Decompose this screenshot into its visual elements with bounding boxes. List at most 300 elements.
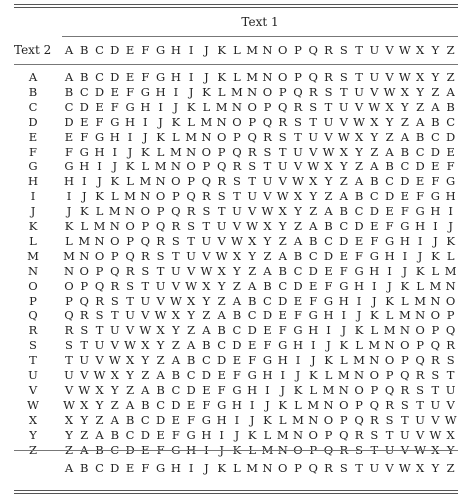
table-row	[62, 234, 458, 248]
table-cell: Z	[370, 144, 379, 159]
table-cell: R	[415, 368, 425, 382]
table-cell: G	[247, 368, 257, 382]
table-cell: X	[110, 368, 119, 382]
table-cell: M	[353, 353, 365, 368]
table-cell: T	[294, 129, 302, 144]
footer-header-cell: Q	[308, 461, 318, 475]
table-cell: Y	[263, 233, 272, 248]
table-cell: M	[383, 323, 396, 338]
table-cell: U	[216, 219, 227, 233]
table-cell: Y	[126, 368, 134, 382]
table-cell: F	[400, 204, 409, 219]
table-cell: V	[309, 144, 318, 159]
table-cell: D	[201, 368, 211, 382]
table-cell: I	[66, 189, 72, 204]
table-cell: U	[338, 99, 349, 114]
table-cell: E	[431, 159, 440, 174]
table-cell: V	[263, 189, 272, 204]
table-cell: O	[64, 278, 74, 293]
table-cell: E	[370, 219, 379, 233]
table-cell: G	[446, 174, 456, 189]
table-cell: W	[429, 427, 442, 442]
table-cell: D	[430, 144, 440, 159]
table-cell: T	[187, 233, 195, 248]
table-cell: Y	[187, 308, 195, 323]
table-cell: N	[216, 114, 227, 129]
table-cell: K	[125, 159, 135, 174]
table-cell: S	[110, 293, 119, 308]
table-cell: Z	[141, 368, 150, 382]
table-cell: B	[80, 70, 89, 84]
table-cell: Z	[217, 293, 226, 308]
table-cell: H	[63, 174, 75, 189]
table-cell: U	[186, 248, 196, 263]
table-cell: E	[309, 278, 318, 293]
column-header-cell: A	[64, 43, 74, 57]
table-cell: F	[355, 248, 364, 263]
table-cell: J	[234, 427, 240, 442]
table-cell: I	[143, 114, 148, 129]
table-cell: S	[416, 382, 425, 397]
table-cell: M	[231, 84, 243, 99]
table-cell: G	[232, 382, 242, 397]
table-cell: S	[324, 84, 333, 99]
table-cell: U	[155, 278, 166, 293]
table-cell: U	[262, 174, 273, 189]
table-cell: R	[79, 308, 89, 323]
table-cell: L	[431, 263, 440, 278]
table-cell: C	[95, 70, 104, 84]
table-cell: B	[247, 293, 257, 308]
column-header-cell: Y	[431, 43, 440, 57]
table-cell: S	[446, 353, 455, 368]
table-cell: L	[385, 308, 394, 323]
table-cell: Q	[125, 248, 135, 263]
table-cell: I	[158, 99, 163, 114]
table-cell: G	[64, 159, 74, 174]
row-header-cell: F	[29, 144, 37, 159]
table-cell: K	[400, 278, 410, 293]
table-cell: E	[232, 353, 242, 368]
table-cell: J	[448, 219, 453, 233]
table-cell: M	[292, 412, 304, 427]
table-cell: S	[126, 278, 134, 293]
table-cell: J	[402, 263, 408, 278]
footer-header-cell: F	[141, 461, 150, 475]
table-cell: T	[156, 263, 165, 278]
table-cell: S	[65, 338, 73, 353]
table-cell: B	[385, 159, 394, 174]
table-cell: Y	[248, 248, 256, 263]
table-cell: L	[355, 338, 363, 353]
table-cell: F	[110, 99, 119, 114]
table-cell: C	[415, 144, 425, 159]
table-cell: G	[430, 189, 440, 204]
table-cell: A	[110, 412, 119, 427]
table-cell: Q	[293, 84, 303, 99]
table-cell: W	[185, 278, 198, 293]
table-cell: I	[295, 353, 301, 368]
table-cell: C	[156, 397, 165, 412]
table-cell: V	[431, 412, 440, 427]
table-row	[62, 308, 458, 322]
table-cell: V	[64, 382, 74, 397]
table-cell: L	[156, 144, 165, 159]
table-cell: Q	[400, 368, 410, 382]
table-cell: W	[231, 233, 243, 248]
table-cell: Q	[308, 70, 318, 84]
table-cell: X	[80, 397, 89, 412]
table-cell: L	[172, 129, 180, 144]
table-cell: H	[445, 189, 456, 204]
table-cell: V	[202, 248, 211, 263]
top-rule-outer	[14, 4, 458, 5]
table-cell: E	[95, 99, 104, 114]
table-cell: H	[369, 263, 380, 278]
table-cell: X	[309, 174, 318, 189]
table-cell: E	[156, 427, 165, 442]
table-cell: O	[247, 99, 257, 114]
table-cell: F	[80, 129, 89, 144]
column-header-cell: I	[188, 43, 194, 57]
table-cell: V	[370, 84, 379, 99]
table-cell: D	[323, 248, 334, 263]
table-cell: U	[430, 397, 441, 412]
table-cell: T	[401, 412, 409, 427]
table-cell: T	[248, 174, 257, 189]
column-header-cell: S	[339, 43, 348, 57]
table-cell: K	[186, 99, 196, 114]
table-cell: Z	[309, 204, 318, 219]
table-cell: T	[339, 84, 348, 99]
table-cell: Z	[171, 338, 180, 353]
table-cell: D	[369, 204, 379, 219]
table-cell: P	[80, 278, 89, 293]
table-cell: U	[232, 204, 242, 219]
table-row	[62, 279, 458, 293]
table-cell: F	[278, 323, 287, 338]
table-cell: H	[201, 427, 212, 442]
table-cell: Z	[202, 308, 211, 323]
table-cell: J	[158, 114, 163, 129]
table-cell: Z	[293, 219, 302, 233]
table-cell: L	[309, 382, 318, 397]
table-cell: I	[387, 263, 392, 278]
table-cell: P	[416, 338, 424, 353]
table-cell: M	[185, 129, 198, 144]
table-cell: J	[341, 323, 347, 338]
table-cell: P	[355, 397, 363, 412]
table-cell: V	[415, 427, 425, 442]
table-cell: N	[231, 99, 242, 114]
table-cell: W	[215, 248, 228, 263]
table-cell: A	[354, 174, 364, 189]
table-cell: L	[294, 397, 302, 412]
table-cell: C	[430, 129, 440, 144]
table-cell: X	[171, 308, 180, 323]
table-cell: Y	[339, 159, 348, 174]
table-cell: D	[384, 189, 395, 204]
table-cell: A	[309, 219, 318, 233]
table-cell: H	[231, 397, 242, 412]
table-cell: Q	[110, 263, 120, 278]
table-cell: J	[326, 338, 331, 353]
table-cell: V	[95, 353, 104, 368]
table-cell: U	[354, 84, 364, 99]
table-cell: J	[97, 174, 102, 189]
table-cell: C	[232, 323, 242, 338]
table-cell: H	[430, 204, 441, 219]
table-cell: Y	[355, 144, 363, 159]
table-cell: M	[200, 114, 213, 129]
table-cell: F	[248, 353, 257, 368]
table-cell: X	[248, 233, 257, 248]
table-cell: M	[337, 368, 350, 382]
table-cell: P	[278, 84, 287, 99]
table-cell: R	[232, 159, 242, 174]
table-cell: T	[416, 397, 424, 412]
table-cell: A	[141, 382, 150, 397]
table-cell: T	[263, 159, 272, 174]
table-cell: N	[430, 293, 441, 308]
table-cell: B	[263, 278, 272, 293]
table-cell: C	[171, 382, 181, 397]
table-cell: P	[324, 427, 333, 442]
table-cell: A	[171, 353, 181, 368]
table-cell: I	[188, 70, 194, 84]
footer-header-row	[62, 461, 458, 475]
table-cell: R	[431, 353, 440, 368]
table-row	[62, 398, 458, 412]
table-cell: A	[217, 308, 226, 323]
footer-header-cell: N	[262, 461, 273, 475]
footer-header-cell: X	[416, 461, 425, 475]
footer-header-cell: I	[188, 461, 194, 475]
table-cell: F	[263, 338, 272, 353]
table-row	[62, 174, 458, 188]
table-cell: B	[415, 129, 425, 144]
table-cell: Z	[126, 382, 135, 397]
table-cell: C	[354, 204, 364, 219]
table-cell: G	[384, 233, 395, 248]
table-cell: I	[417, 233, 423, 248]
table-cell: L	[233, 70, 241, 84]
table-cell: Z	[416, 99, 425, 114]
table-cell: J	[295, 368, 301, 382]
header-rule	[14, 64, 458, 65]
table-cell: A	[415, 114, 425, 129]
table-cell: J	[417, 248, 423, 263]
table-cell: Q	[262, 114, 273, 129]
table-cell: K	[247, 427, 257, 442]
table-cell: O	[384, 353, 395, 368]
footer-header-cell: P	[294, 461, 302, 475]
table-cell: N	[201, 129, 212, 144]
table-cell: X	[354, 129, 364, 144]
table-cell: H	[94, 144, 105, 159]
table-cell: K	[324, 353, 333, 368]
table-cell: N	[262, 70, 273, 84]
table-cell: U	[445, 382, 456, 397]
table-cell: O	[140, 204, 151, 219]
table-cell: D	[354, 219, 364, 233]
table-cell: X	[339, 144, 348, 159]
table-cell: W	[337, 129, 350, 144]
table-cell: S	[171, 233, 180, 248]
table-cell: M	[154, 159, 167, 174]
footer-header-cell: O	[278, 461, 288, 475]
table-cell: H	[170, 70, 181, 84]
row-header-cell: O	[28, 278, 38, 293]
table-cell: S	[187, 219, 196, 233]
table-cell: L	[278, 412, 287, 427]
table-cell: R	[95, 293, 104, 308]
table-cell: Y	[65, 427, 73, 442]
table-cell: P	[110, 248, 119, 263]
table-cell: W	[169, 293, 182, 308]
table-cell: E	[446, 144, 455, 159]
table-cell: B	[324, 219, 333, 233]
table-cell: T	[324, 99, 333, 114]
table-cell: I	[310, 338, 316, 353]
table-cell: C	[79, 84, 89, 99]
table-cell: M	[169, 144, 182, 159]
table-cell: O	[308, 427, 318, 442]
table-cell: V	[248, 204, 257, 219]
table-cell: V	[354, 99, 364, 114]
table-cell: M	[139, 174, 152, 189]
table-cell: Y	[217, 278, 226, 293]
table-cell: V	[339, 114, 348, 129]
table-cell: W	[93, 368, 106, 382]
table-cell: G	[369, 248, 379, 263]
table-cell: R	[186, 204, 196, 219]
table-cell: V	[293, 159, 303, 174]
table-cell: Z	[431, 84, 440, 99]
table-cell: U	[140, 293, 151, 308]
table-cell: J	[356, 308, 362, 323]
table-cell: Y	[172, 323, 180, 338]
column-header-cell: O	[278, 43, 288, 57]
table-row	[62, 85, 458, 99]
table-cell: R	[156, 233, 165, 248]
table-cell: M	[108, 204, 121, 219]
table-cell: W	[368, 99, 381, 114]
table-cell: H	[415, 219, 426, 233]
table-cell: S	[278, 129, 287, 144]
table-cell: H	[308, 323, 319, 338]
table-cell: G	[140, 84, 150, 99]
table-cell: F	[171, 427, 180, 442]
table-cell: W	[124, 338, 136, 353]
table-cell: U	[369, 70, 380, 84]
table-cell: Q	[94, 278, 105, 293]
table-cell: S	[400, 397, 409, 412]
footer-header-cell: T	[355, 461, 363, 475]
row-header-cell: T	[29, 353, 37, 368]
table-cell: Q	[155, 219, 166, 233]
row-header-cell: J	[30, 204, 36, 219]
table-cell: W	[246, 219, 259, 233]
table-cell: A	[125, 397, 135, 412]
table-cell: L	[141, 159, 150, 174]
table-cell: Z	[355, 159, 364, 174]
table-cell: B	[309, 233, 318, 248]
table-cell: R	[446, 338, 455, 353]
table-cell: W	[292, 174, 304, 189]
table-cell: A	[385, 144, 394, 159]
table-cell: I	[326, 323, 331, 338]
table-cell: X	[95, 382, 104, 397]
table-cell: J	[112, 159, 118, 174]
footer-header-cell: Y	[431, 461, 440, 475]
table-cell: Q	[384, 382, 395, 397]
table-cell: O	[323, 412, 334, 427]
table-cell: Z	[110, 397, 119, 412]
row-header-cell: P	[29, 293, 37, 308]
table-cell: G	[94, 129, 105, 144]
footer-header-cell: K	[217, 461, 226, 475]
table-cell: L	[324, 368, 333, 382]
table-cell: Z	[95, 412, 104, 427]
table-cell: T	[172, 248, 180, 263]
table-cell: V	[186, 263, 196, 278]
column-title-rule	[62, 36, 458, 37]
table-cell: J	[280, 382, 286, 397]
table-cell: M	[444, 263, 457, 278]
footer-header-cell: B	[80, 461, 89, 475]
table-cell: D	[186, 382, 196, 397]
table-cell: J	[387, 278, 392, 293]
row-header-cell: V	[28, 382, 38, 397]
row-header-cell: M	[27, 248, 39, 263]
table-cell: I	[249, 397, 255, 412]
table-cell: I	[448, 204, 453, 219]
table-cell: E	[400, 189, 410, 204]
row-header-cell: S	[29, 338, 37, 353]
table-cell: K	[370, 308, 379, 323]
table-cell: P	[156, 204, 165, 219]
table-cell: P	[339, 412, 348, 427]
footer-header-cell: S	[339, 461, 348, 475]
table-cell: M	[124, 189, 136, 204]
table-cell: O	[155, 189, 166, 204]
table-cell: B	[156, 382, 165, 397]
table-cell: I	[356, 293, 362, 308]
table-cell: H	[109, 129, 120, 144]
table-cell: K	[431, 248, 440, 263]
table-cell: I	[433, 219, 438, 233]
table-cell: U	[171, 263, 181, 278]
table-cell: G	[186, 427, 196, 442]
table-cell: U	[247, 189, 258, 204]
column-header-cell: U	[369, 43, 380, 57]
top-rule-inner	[14, 7, 458, 8]
table-cell: Q	[79, 293, 89, 308]
table-row	[62, 368, 458, 382]
table-cell: J	[81, 189, 87, 204]
table-cell: E	[339, 248, 348, 263]
table-cell: S	[80, 323, 89, 338]
table-cell: A	[186, 338, 196, 353]
table-cell: O	[186, 159, 196, 174]
table-cell: F	[339, 263, 348, 278]
table-cell: T	[278, 144, 287, 159]
footer-header-cell: U	[369, 461, 380, 475]
row-header-cell: D	[28, 114, 38, 129]
table-cell: X	[125, 353, 135, 368]
table-cell: M	[368, 338, 381, 353]
